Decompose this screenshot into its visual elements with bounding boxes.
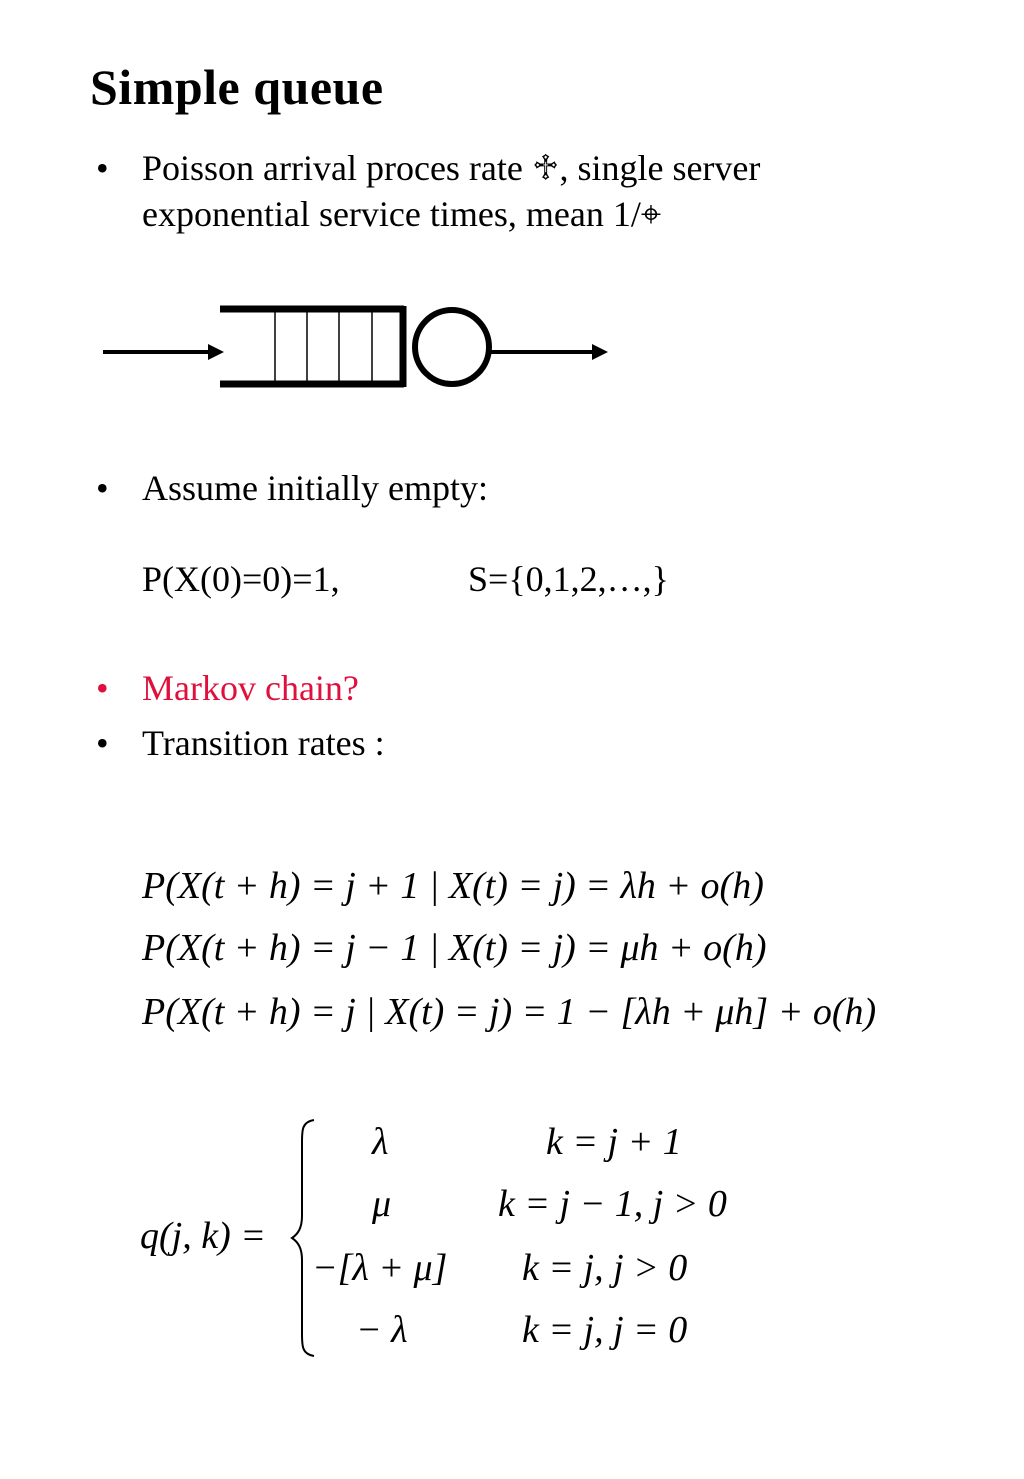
bullet-dot: • bbox=[96, 148, 109, 188]
left-brace bbox=[290, 1116, 320, 1360]
initial-condition: P(X(0)=0)=1, bbox=[142, 559, 340, 599]
rate-condition-arrival: k = j + 1 bbox=[546, 1121, 682, 1163]
rate-function-lhs: q(j, k) = bbox=[140, 1215, 266, 1257]
bullet-dot: • bbox=[96, 468, 109, 508]
bullet-assume-empty: Assume initially empty: bbox=[142, 468, 488, 508]
arrival-arrowhead bbox=[208, 344, 224, 360]
bullet-transition-rates: Transition rates : bbox=[142, 723, 385, 763]
rate-value-arrival: λ bbox=[372, 1121, 389, 1163]
queue-diagram bbox=[100, 300, 620, 400]
departure-arrowhead bbox=[592, 344, 608, 360]
equation-arrival: P(X(t + h) = j + 1 | X(t) = j) = λh + o(h) bbox=[142, 865, 764, 907]
rate-condition-empty: k = j, j = 0 bbox=[522, 1309, 688, 1351]
slide-title: Simple queue bbox=[90, 59, 384, 115]
rate-value-departure: μ bbox=[372, 1183, 392, 1225]
rate-value-diagonal: −[λ + μ] bbox=[312, 1247, 448, 1289]
bullet-markov-chain: Markov chain? bbox=[142, 668, 359, 708]
server-circle bbox=[415, 310, 489, 384]
bullet-dot: • bbox=[96, 668, 109, 708]
rate-value-empty: − λ bbox=[356, 1309, 408, 1351]
equation-stay: P(X(t + h) = j | X(t) = j) = 1 − [λh + μh] + o(h) bbox=[142, 991, 877, 1033]
equation-departure: P(X(t + h) = j − 1 | X(t) = j) = μh + o(h) bbox=[142, 927, 767, 969]
bullet-arrival-line1: Poisson arrival proces rate ♱, single server bbox=[142, 148, 761, 188]
rate-condition-departure: k = j − 1, j > 0 bbox=[498, 1183, 727, 1225]
rate-condition-diagonal: k = j, j > 0 bbox=[522, 1247, 688, 1289]
bullet-arrival-line2: exponential service times, mean 1/⌖ bbox=[142, 194, 662, 234]
state-space: S={0,1,2,…,} bbox=[468, 559, 669, 599]
bullet-dot: • bbox=[96, 723, 109, 763]
